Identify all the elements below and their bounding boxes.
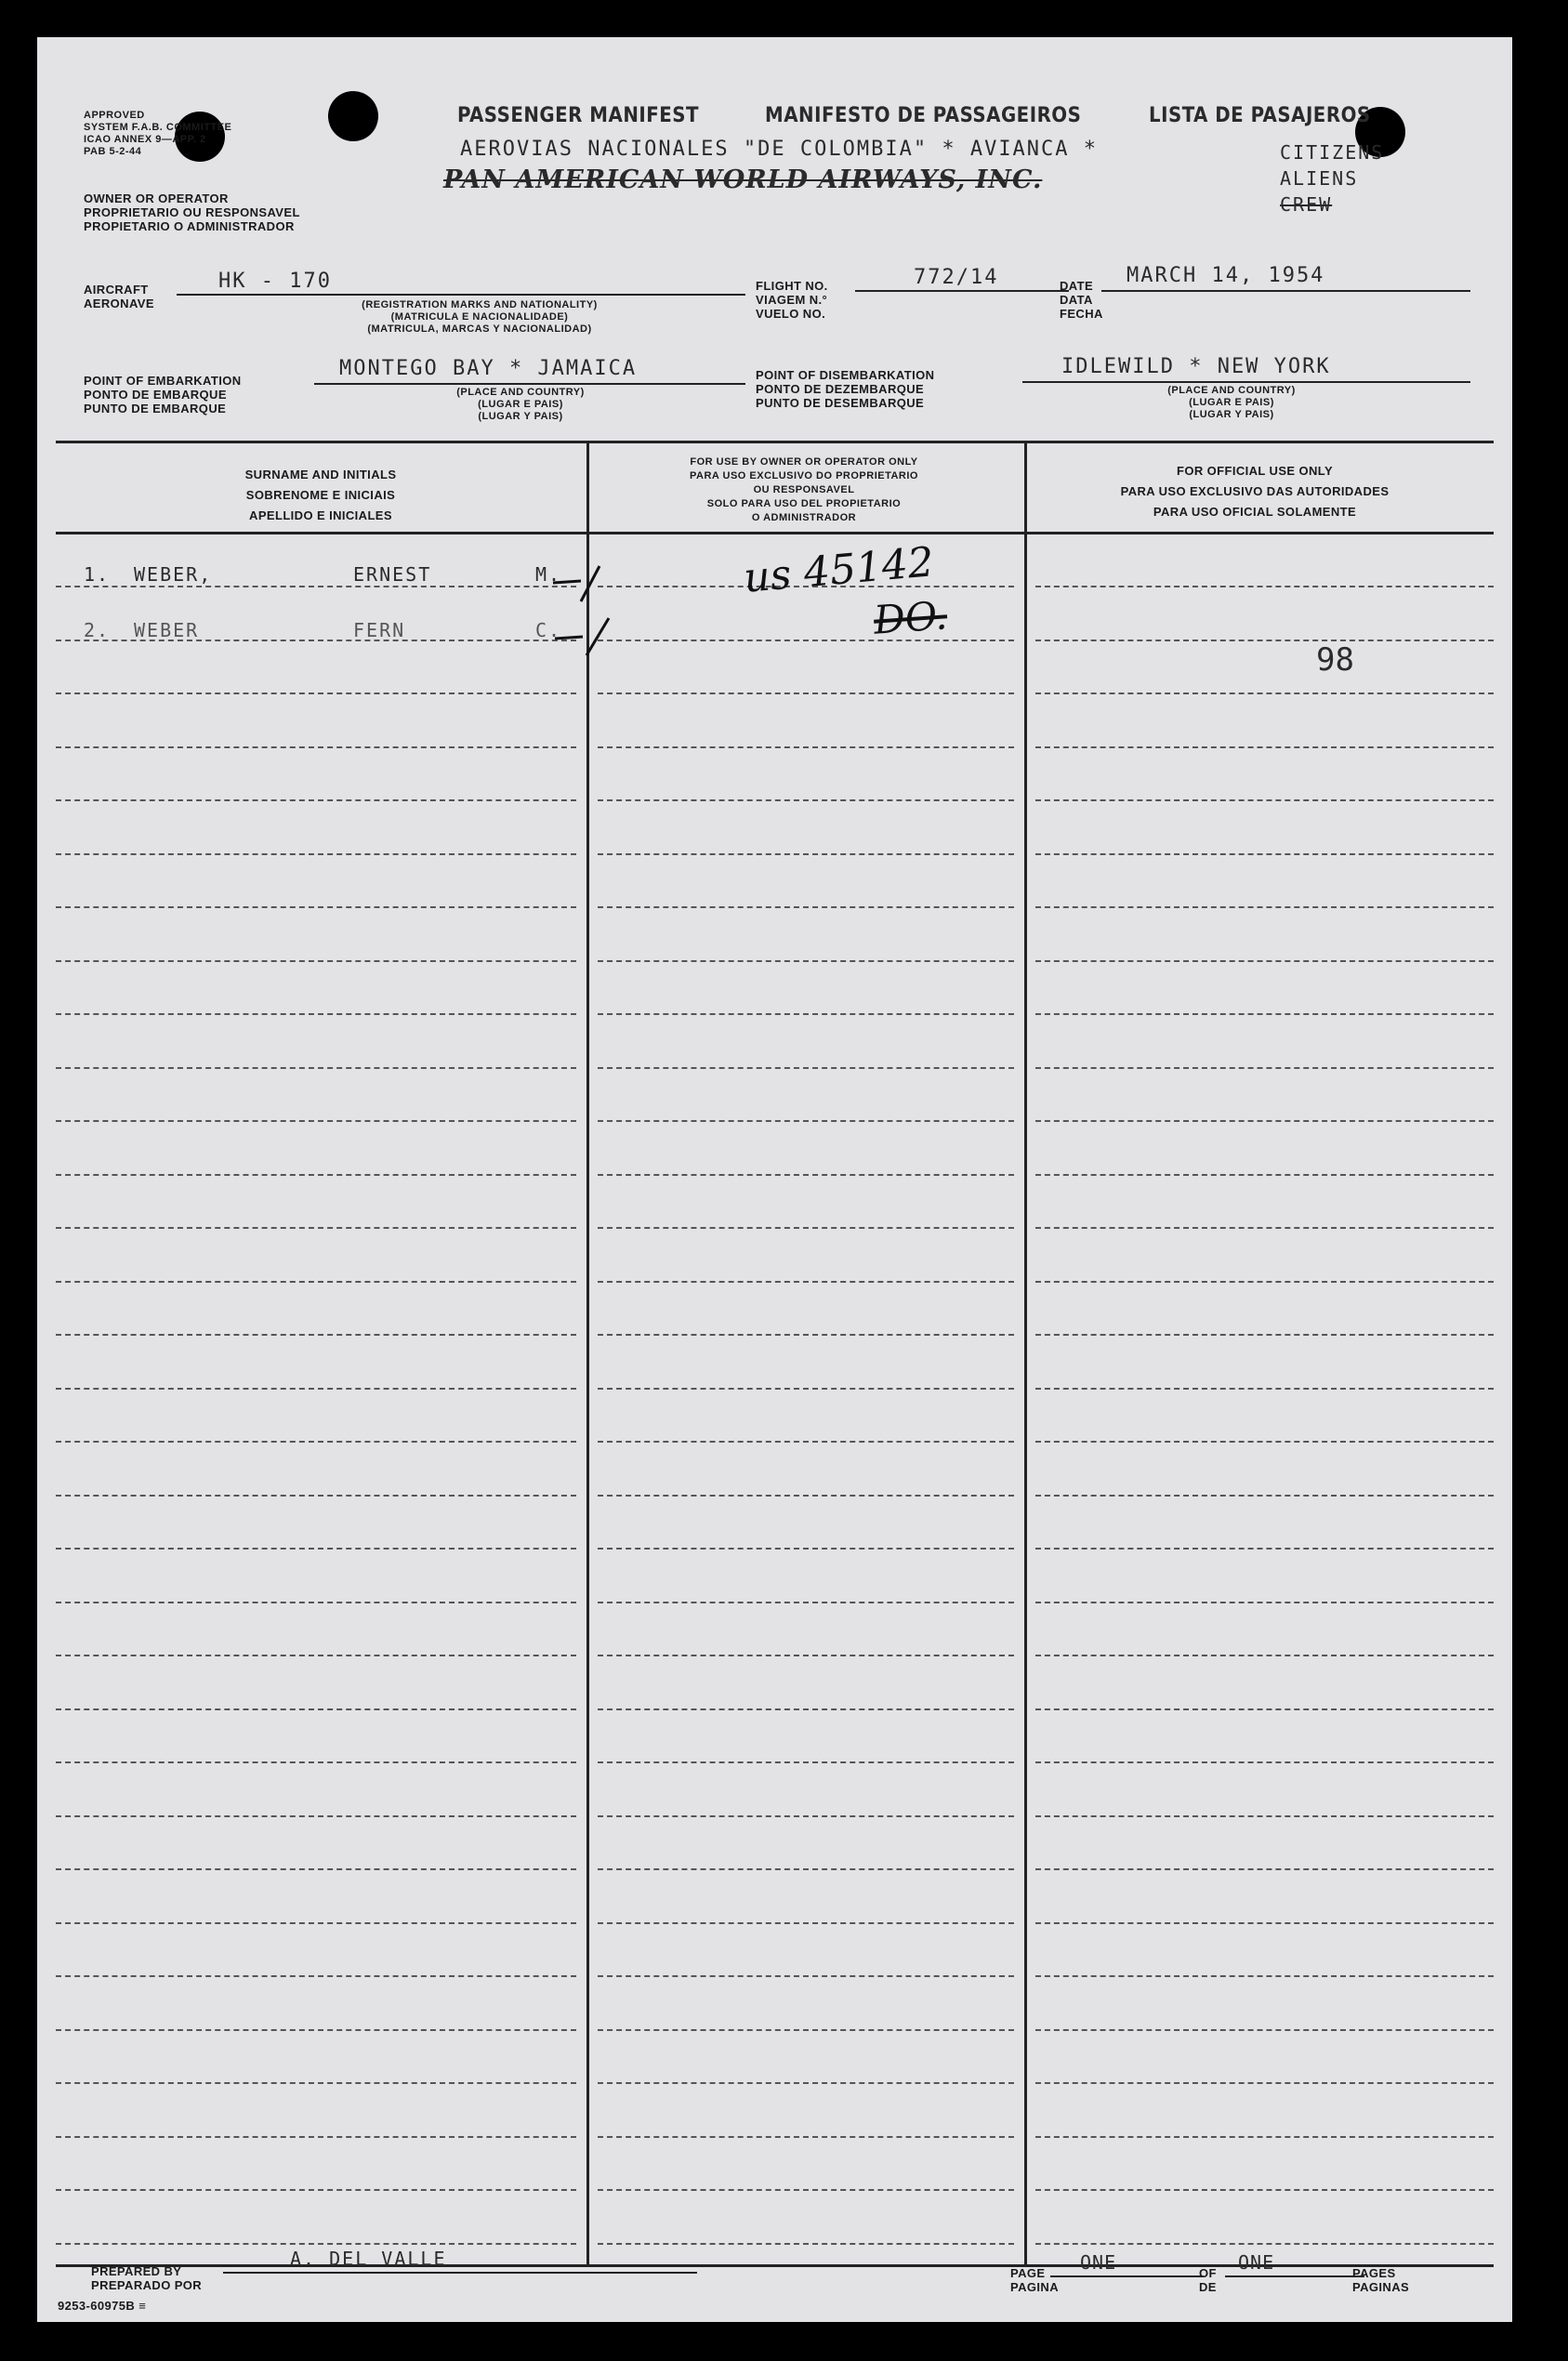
ruled-line [1035,1388,1494,1390]
disembarkation-label [756,368,934,410]
aircraft-label [84,283,154,310]
place-sub-line: (PLACE AND COUNTRY) [1167,385,1296,396]
ruled-line [56,1120,576,1122]
of-label-es: DE [1199,2280,1217,2294]
ruled-line [1035,1281,1494,1283]
date-label [1060,279,1103,321]
embark-label-en: POINT OF EMBARKATION [84,374,242,388]
operator-struck-text: PAN AMERICAN WORLD AIRWAYS, INC. [443,165,1043,194]
disembarkation-value: IDLEWILD * NEW YORK [1061,355,1331,378]
approval-line: APPROVED [84,110,145,121]
ruled-line [598,1655,1014,1656]
title-portuguese: MANIFESTO DE PASSAGEIROS [765,104,1082,127]
ruled-line [598,906,1014,908]
passenger-first-name: FERN [353,619,406,641]
header-line: SOLO PARA USO DEL PROPIETARIO [706,498,902,509]
table-top-rule [56,441,1494,443]
place-sub-line: (LUGAR Y PAIS) [1189,409,1274,420]
ruled-line [56,1013,576,1015]
ruled-line [1035,2243,1494,2245]
ruled-line [598,1067,1014,1069]
page-label-es: PAGINA [1010,2280,1059,2294]
ruled-line [598,799,1014,801]
ruled-line [1035,799,1494,801]
handwritten-initials: DO. [872,592,949,643]
header-line: O ADMINISTRADOR [751,512,857,523]
ruled-line [1035,746,1494,748]
ruled-line [598,2243,1014,2245]
operator-name-typed: AEROVIAS NACIONALES "DE COLOMBIA" * AVIANCA * [460,138,1099,161]
aircraft-underline [177,294,745,296]
ruled-line [1035,1922,1494,1924]
flight-number-label [756,279,828,321]
ruled-line [1035,960,1494,962]
ruled-line [56,1868,576,1870]
ruled-line [598,746,1014,748]
passenger-first-name: ERNEST [353,563,432,586]
ruled-line [56,1548,576,1550]
ruled-line [56,1495,576,1497]
header-line: PARA USO OFICIAL SOLAMENTE [1153,505,1357,519]
column-divider-1 [586,443,589,2265]
ruled-line [598,1334,1014,1336]
title-spanish: LISTA DE PASAJEROS [1149,104,1371,127]
check-mark-svg [544,553,627,665]
embarkation-sub-label [390,387,651,423]
title-english: PASSENGER MANIFEST [457,104,700,127]
date-label-es: FECHA [1060,307,1103,321]
official-number: 98 [1316,641,1354,679]
embarkation-value: MONTEGO BAY * JAMAICA [339,357,638,380]
ruled-line [1035,692,1494,694]
place-sub-line: (LUGAR E PAIS) [1189,397,1274,408]
date-value: MARCH 14, 1954 [1127,264,1325,287]
passenger-surname: WEBER [134,619,200,641]
disembarkation-underline [1022,381,1470,383]
pages-label-es: PAGINAS [1352,2280,1410,2294]
aircraft-value: HK - 170 [218,270,332,293]
ruled-line [598,692,1014,694]
ruled-line [1035,1495,1494,1497]
page-label-en: PAGE [1010,2266,1046,2280]
ruled-line [56,1815,576,1817]
printer-mark-icon: ≡ [138,2299,147,2313]
table-bottom-rule [56,2264,1494,2267]
ruled-line [1035,2189,1494,2191]
date-label-en: DATE [1060,279,1094,293]
ruled-line [1035,2136,1494,2138]
approval-line: SYSTEM F.A.B. COMMITTEE [84,122,232,133]
prepared-by-value: A. DEL VALLE [290,2248,447,2270]
flight-label-pt: VIAGEM N.° [756,293,828,307]
ruled-line [598,1548,1014,1550]
place-sub-line: (LUGAR Y PAIS) [478,411,563,422]
prepared-underline [223,2272,697,2274]
manifest-page [37,37,1512,2322]
of-label [1199,2266,1217,2294]
ruled-line [598,1708,1014,1710]
class-options [1280,139,1384,218]
ruled-line [598,1281,1014,1283]
ruled-line [1035,1975,1494,1977]
ruled-line [1035,1548,1494,1550]
passenger-surname: WEBER, [134,563,213,586]
of-value: ONE [1238,2251,1275,2274]
ruled-line [598,1174,1014,1176]
ruled-line [1035,1761,1494,1763]
ruled-line [56,1334,576,1336]
ruled-line [598,1602,1014,1603]
ruled-line [598,1495,1014,1497]
ruled-line [598,2029,1014,2031]
ruled-line [598,1013,1014,1015]
ruled-line [1035,1655,1494,1656]
ruled-line [1035,1815,1494,1817]
page-value: ONE [1080,2251,1117,2274]
ruled-line [56,692,576,694]
ruled-line [56,1281,576,1283]
form-number-text: 9253-60975B [58,2299,136,2313]
aircraft-sub-label [284,299,675,336]
ruled-line [56,1655,576,1656]
ruled-line [1035,1441,1494,1443]
column-header-owner-use [604,455,1004,525]
passenger-number: 2. [84,619,111,641]
disembark-label-pt: PONTO DE DEZEMBARQUE [756,382,925,396]
approval-block [84,110,231,158]
approval-line: PAB 5-2-44 [84,146,142,157]
ruled-line [56,1708,576,1710]
passenger-number: 1. [84,563,111,586]
ruled-line [598,1922,1014,1924]
ruled-line [598,960,1014,962]
header-line: PARA USO EXCLUSIVO DO PROPRIETARIO [690,470,918,481]
ruled-line [56,906,576,908]
ruled-line [598,1975,1014,1977]
form-number [58,2299,146,2313]
prepared-by-label [91,2264,202,2292]
ruled-line [56,2243,576,2245]
ruled-line [1035,1120,1494,1122]
embarkation-underline [314,383,745,385]
ruled-line [56,799,576,801]
ruled-line [56,1761,576,1763]
page-label [1010,2266,1059,2294]
owner-operator-label [84,191,300,233]
of-label-en: OF [1199,2266,1217,2280]
check-mark-2 [555,618,609,655]
header-line: PARA USO EXCLUSIVO DAS AUTORIDADES [1120,484,1390,498]
ruled-line [1035,1708,1494,1710]
ruled-line [1035,1174,1494,1176]
embark-label-pt: PONTO DE EMBARQUE [84,388,227,402]
aircraft-sub-line: (REGISTRATION MARKS AND NATIONALITY) [362,299,598,310]
table-header-rule [56,532,1494,534]
ruled-line [1035,1868,1494,1870]
place-sub-line: (LUGAR E PAIS) [478,399,563,410]
ruled-line [56,1922,576,1924]
owner-label-line: PROPIETARIO O ADMINISTRADOR [84,219,295,233]
ruled-line [598,1441,1014,1443]
disembark-label-en: POINT OF DISEMBARKATION [756,368,935,382]
disembark-label-es: PUNTO DE DESEMBARQUE [756,396,925,410]
ruled-line [598,853,1014,855]
of-underline [1225,2275,1364,2277]
approval-line: ICAO ANNEX 9—APP. 2 [84,134,206,145]
ruled-line [598,2189,1014,2191]
aircraft-sub-line: (MATRICULA E NACIONALIDADE) [390,311,569,323]
ruled-line [598,1761,1014,1763]
ruled-line [598,640,1014,641]
ruled-line [56,960,576,962]
ruled-line [1035,853,1494,855]
ruled-line [56,2189,576,2191]
header-line: FOR USE BY OWNER OR OPERATOR ONLY [690,456,918,468]
date-label-pt: DATA [1060,293,1093,307]
aircraft-label-en: AIRCRAFT [84,283,149,297]
flight-number-value: 772/14 [914,266,999,289]
class-citizens: CITIZENS [1280,141,1385,164]
ruled-line [56,1388,576,1390]
handwritten-passport-number: us 45142 [742,538,936,602]
operator-name-struck [443,165,1042,194]
ruled-line [56,2082,576,2084]
column-header-surname [167,465,474,526]
disembarkation-sub-label [1101,385,1362,421]
ruled-line [1035,2029,1494,2031]
flight-label-es: VUELO NO. [756,307,826,321]
flight-label-en: FLIGHT NO. [756,279,828,293]
passenger-initial: M. [535,563,562,586]
flight-underline [855,290,1069,292]
ruled-line [1035,906,1494,908]
pages-label-en: PAGES [1352,2266,1396,2280]
ruled-line [598,2136,1014,2138]
ruled-line [1035,1227,1494,1229]
pages-label [1352,2266,1409,2294]
ruled-line [56,1441,576,1443]
ruled-line [598,1868,1014,1870]
ruled-line [56,2029,576,2031]
embark-label-es: PUNTO DE EMBARQUE [84,402,227,415]
ruled-line [598,2082,1014,2084]
column-divider-2 [1024,443,1027,2265]
ruled-line [598,1815,1014,1817]
ruled-line [56,853,576,855]
header-line: SOBRENOME E INICIAIS [245,488,396,502]
header-line: OU RESPONSAVEL [753,484,855,495]
aircraft-sub-line: (MATRICULA, MARCAS Y NACIONALIDAD) [367,323,592,335]
header-line: APELLIDO E INICIALES [249,508,392,522]
prepared-label-es: PREPARADO POR [91,2278,203,2292]
class-crew: CREW [1280,193,1333,216]
ruled-line [56,1602,576,1603]
ruled-line [1035,1067,1494,1069]
ruled-line [598,1227,1014,1229]
column-header-official-use [1036,461,1473,522]
prepared-label-en: PREPARED BY [91,2264,182,2278]
owner-label-line: PROPRIETARIO OU RESPONSAVEL [84,205,300,219]
ruled-line [1035,640,1494,641]
ruled-line [1035,586,1494,587]
ruled-line [56,1067,576,1069]
ruled-line [1035,1334,1494,1336]
date-underline [1101,290,1470,292]
ruled-line [1035,1013,1494,1015]
class-aliens: ALIENS [1280,167,1359,190]
ruled-line [598,1120,1014,1122]
embarkation-label [84,374,242,415]
ruled-line [56,1975,576,1977]
aircraft-label-pt: AERONAVE [84,297,154,310]
ruled-line [56,1174,576,1176]
passenger-initial: C. [535,619,562,641]
owner-label-line: OWNER OR OPERATOR [84,191,229,205]
header-line: SURNAME AND INITIALS [244,468,397,481]
ruled-line [56,1227,576,1229]
ruled-line [56,2136,576,2138]
ruled-line [598,1388,1014,1390]
place-sub-line: (PLACE AND COUNTRY) [456,387,585,398]
ruled-line [56,746,576,748]
ruled-line [1035,2082,1494,2084]
ruled-line [56,586,576,587]
header-line: FOR OFFICIAL USE ONLY [1176,464,1334,478]
check-mark-1 [553,566,600,601]
page-underline [1050,2275,1204,2277]
punch-hole-center [328,91,378,141]
ruled-line [1035,1602,1494,1603]
